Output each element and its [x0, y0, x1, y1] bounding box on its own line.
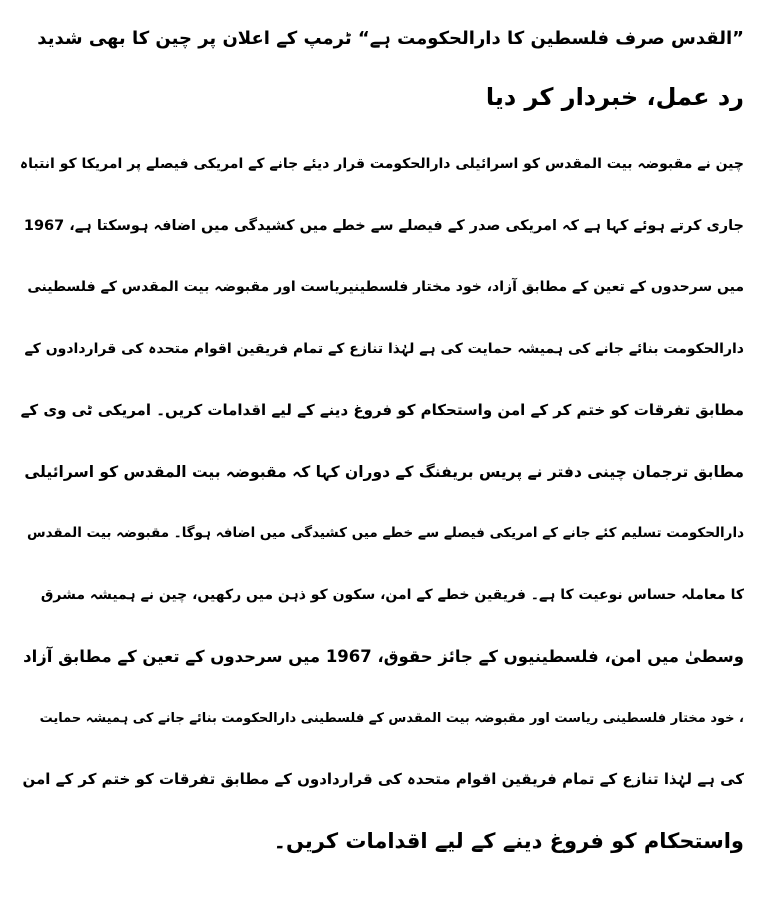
body-line: مطابق تفرقات کو ختم کر کے امن واستحکام کو فروغ دینے کے لیے اقدامات کریں۔ امریکی ٹی وی کے — [20, 401, 744, 419]
body-line: چین نے مقبوضہ بیت المقدس کو اسرائیلی دارالحکومت قرار دیئے جانے کے امریکی فیصلے پر امریکا کو انتباہ — [20, 156, 744, 172]
body-line: وسطیٰ میں امن، فلسطینیوں کے جائز حقوق، 1967 میں سرحدوں کے تعین کے مطابق آزاد — [23, 647, 744, 666]
headline-line: ”القدس صرف فلسطین کا دارالحکومت ہے“ ٹرمپ کے اعلان پر چین کا بھی شدید — [37, 28, 744, 49]
article-headline — [20, 10, 744, 126]
body-line: مطابق ترجمان چینی دفتر نے پریس بریفنگ کے دوران کہا کہ مقبوضہ بیت المقدس کو اسرائیلی — [24, 462, 744, 481]
body-line: واستحکام کو فروغ دینے کے لیے اقدامات کریں۔ — [273, 828, 744, 853]
body-line: میں سرحدوں کے تعین کے مطابق آزاد، خود مختار فلسطینیریاست اور مقبوضہ بیت المقدس کے فلسطینی — [27, 279, 744, 295]
article-body — [20, 134, 744, 872]
body-line: کی ہے لہٰذا تنازع کے تمام فریقین اقوام متحدہ کی قراردادوں کے مطابق تفرقات کو ختم کر کے امن — [22, 770, 744, 788]
body-line: جاری کرتے ہوئے کہا ہے کہ امریکی صدر کے فیصلے سے خطے میں کشیدگی میں اضافہ ہوسکتا ہے، 1967 — [23, 217, 744, 234]
body-line: دارالحکومت بنائے جانے کی ہمیشہ حمایت کی ہے لہٰذا تنازع کے تمام فریقین اقوام متحدہ کی قراردادوں کے — [24, 340, 744, 357]
body-line: دارالحکومت تسلیم کئے جانے کے امریکی فیصلے سے خطے میں کشیدگی میں اضافہ ہوگا۔ مقبوضہ بیت المقدس — [26, 525, 744, 541]
body-line: کا معاملہ حساس نوعیت کا ہے۔ فریقین خطے کے امن، سکون کو ذہن میں رکھیں، چین نے ہمیشہ مشرق — [40, 586, 744, 603]
body-line: ، خود مختار فلسطینی ریاست اور مقبوضہ بیت المقدس کے فلسطینی دارالحکومت بنائے جانے کی ہمیشہ حمایت — [39, 710, 744, 726]
headline-line: رد عمل، خبردار کر دیا — [485, 83, 744, 111]
